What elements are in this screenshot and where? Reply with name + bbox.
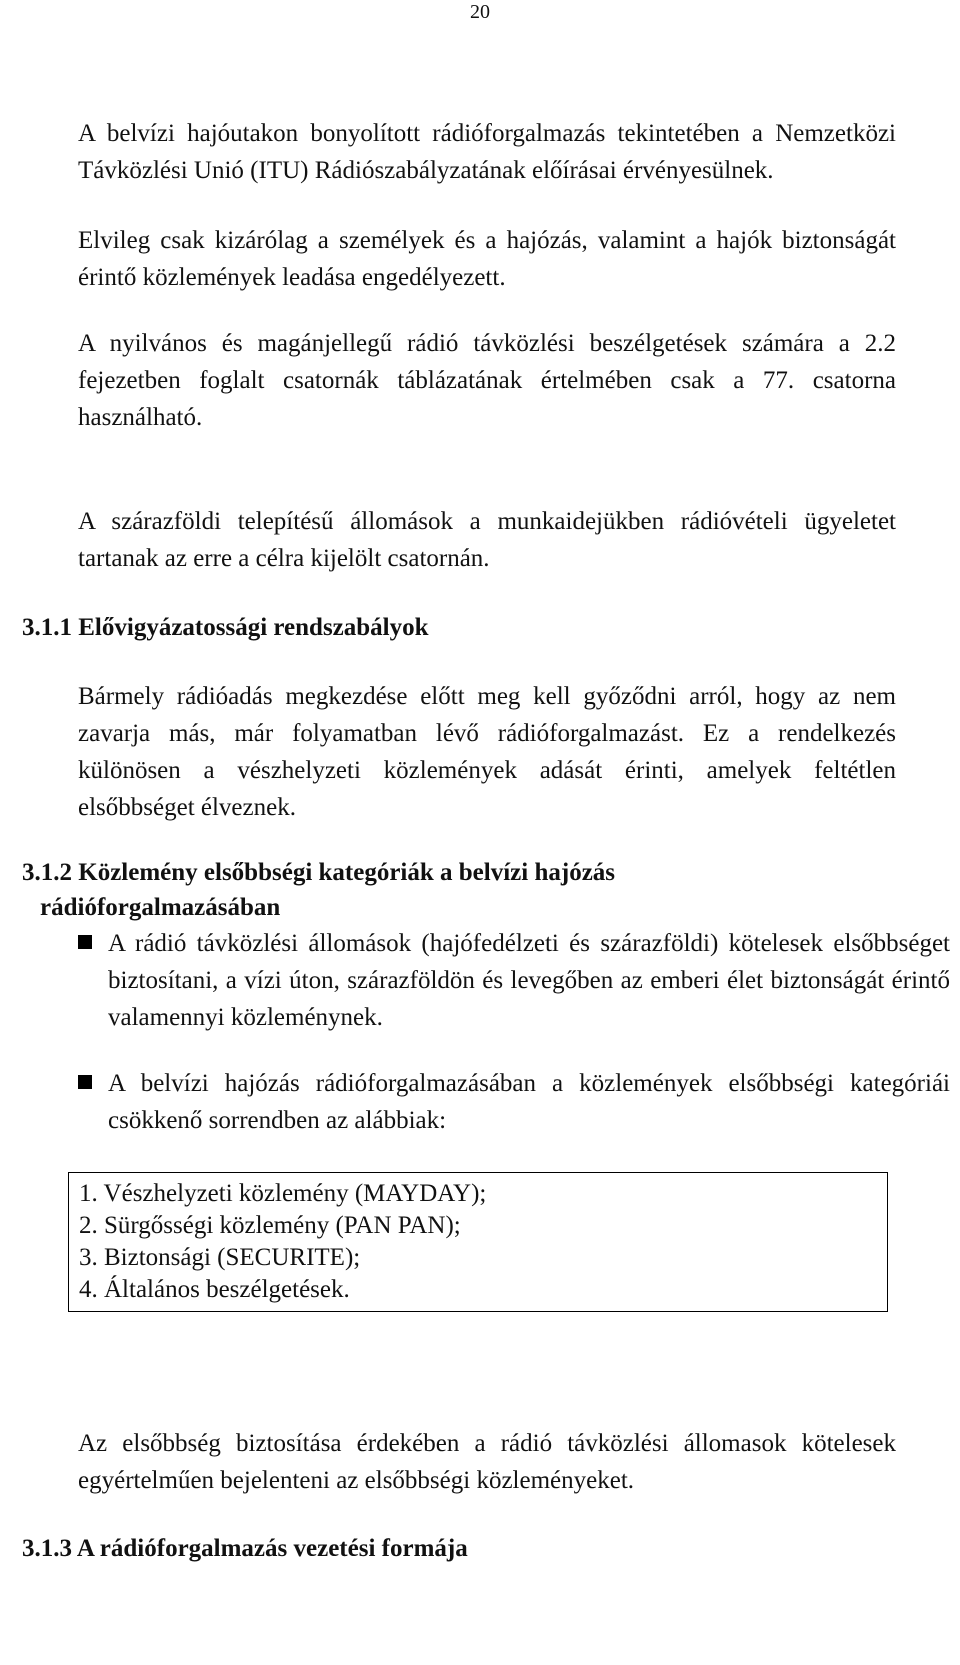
priority-list-box bbox=[68, 1172, 888, 1312]
paragraph-itu-regulations: A belvízi hajóutakon bonyolított rádióforgalmazás tekintetében a Nemzetközi Távközlési Unió (ITU) Rádiószabályzatának előírásai érvényesülnek. bbox=[78, 120, 896, 184]
bullet-text: A rádió távközlési állomások (hajófedélzeti és szárazföldi) kötelesek elsőbbséget biztosítani, a vízi úton, szárazföldön és levegőben az emberi élet biztonságát érintő valamennyi közleménynek. bbox=[108, 930, 950, 1031]
square-bullet-icon bbox=[78, 935, 92, 949]
bullet-item-stations-priority bbox=[78, 925, 950, 1036]
priority-list bbox=[79, 1178, 887, 1306]
section-heading-3-1-3: 3.1.3 A rádióforgalmazás vezetési formája bbox=[22, 1535, 468, 1562]
bullet-item-priority-categories bbox=[78, 1065, 950, 1139]
paragraph-before-transmission: Bármely rádióadás megkezdése előtt meg kell győződni arról, hogy az nem zavarja más, már folyamatban lévő rádióforgalmazást. Ez a rendelkezés különösen a vészhelyzeti közlemények adását érinti, amelyek feltétlen elsőbbséget élveznek. bbox=[78, 683, 896, 821]
bullet-text: A belvízi hajózás rádióforgalmazásában a közlemények elsőbbségi kategóriái csökkenő sorrendben az alábbiak: bbox=[108, 1070, 950, 1134]
paragraph-channel-77: A nyilvános és magánjellegű rádió távközlési beszélgetések számára a 2.2 fejezetben foglalt csatornák táblázatának értelmében csak a 77. csatorna használható. bbox=[78, 330, 896, 431]
priority-list-item-safety: 3. Biztonsági (SECURITE); bbox=[79, 1244, 361, 1271]
section-heading-3-1-1: 3.1.1 Elővigyázatossági rendszabályok bbox=[22, 614, 429, 641]
square-bullet-icon bbox=[78, 1075, 92, 1089]
paragraph-shore-stations: A szárazföldi telepítésű állomások a munkaidejükben rádióvételi ügyeletet tartanak az erre a célra kijelölt csatornán. bbox=[78, 508, 896, 572]
paragraph-priority-announcement: Az elsőbbség biztosítása érdekében a rádió távközlési állomasok kötelesek egyértelműen bejelenteni az elsőbbségi közleményeket. bbox=[78, 1430, 896, 1494]
priority-list-item-general: 4. Általános beszélgetések. bbox=[79, 1276, 350, 1303]
page-number: 20 bbox=[470, 1, 490, 23]
priority-list-item-distress: 1. Vészhelyzeti közlemény (MAYDAY); bbox=[79, 1180, 487, 1207]
priority-list-item-urgency: 2. Sürgősségi közlemény (PAN PAN); bbox=[79, 1212, 461, 1239]
section-heading-3-1-2-continued: rádióforgalmazásában bbox=[40, 894, 281, 921]
paragraph-permitted-messages: Elvileg csak kizárólag a személyek és a hajózás, valamint a hajók biztonságát érintő közlemények leadása engedélyezett. bbox=[78, 227, 896, 291]
section-heading-3-1-2: 3.1.2 Közlemény elsőbbségi kategóriák a belvízi hajózás bbox=[22, 859, 616, 886]
